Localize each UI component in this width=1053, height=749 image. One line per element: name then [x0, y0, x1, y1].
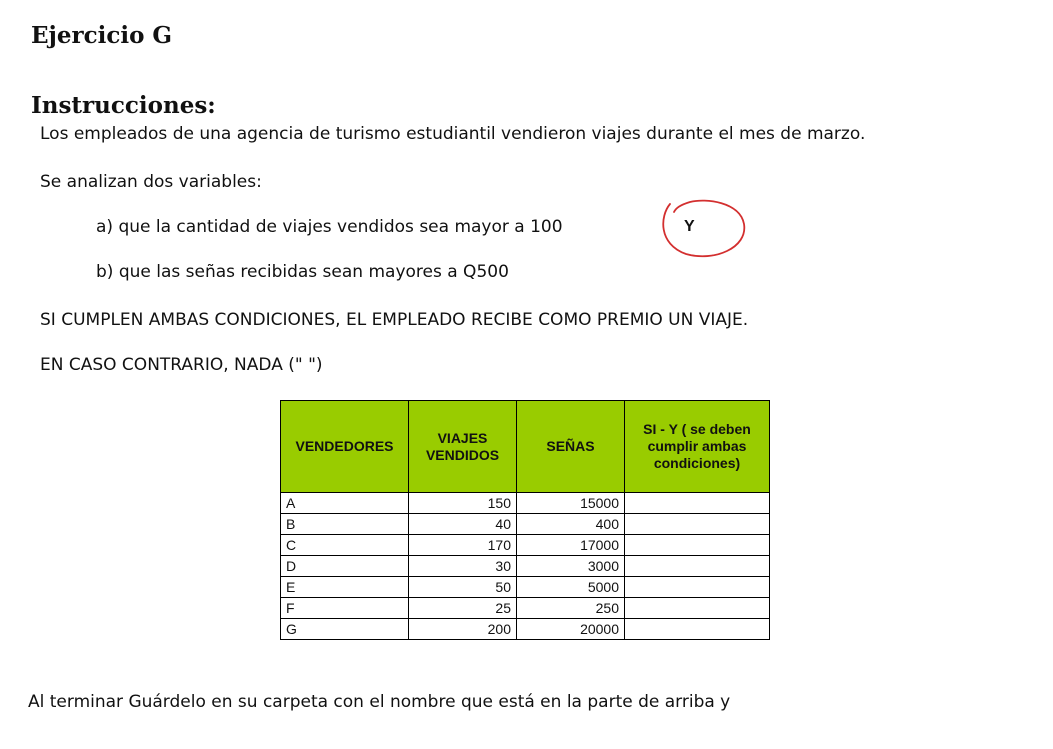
cell-viajes: 40 [409, 514, 517, 535]
cell-viajes: 200 [409, 619, 517, 640]
header-condicion: SI - Y ( se deben cumplir ambas condiciones) [625, 401, 770, 493]
paragraph-rule: SI CUMPLEN AMBAS CONDICIONES, EL EMPLEADO RECIBE COMO PREMIO UN VIAJE. [40, 310, 749, 330]
table-row [281, 535, 770, 556]
cell-senas: 17000 [517, 535, 625, 556]
table-header-row [281, 401, 770, 493]
cell-senas: 250 [517, 598, 625, 619]
table-row [281, 577, 770, 598]
paragraph-variables: Se analizan dos variables: [40, 172, 262, 192]
paragraph-else: EN CASO CONTRARIO, NADA (" ") [40, 355, 323, 375]
and-marker: Y [684, 218, 695, 235]
cell-resultado[interactable] [625, 577, 770, 598]
instructions-heading: Instrucciones: [31, 92, 216, 119]
cell-resultado[interactable] [625, 493, 770, 514]
cell-vendedor: C [281, 535, 409, 556]
paragraph-intro: Los empleados de una agencia de turismo estudiantil vendieron viajes durante el mes de marzo. [40, 124, 866, 144]
header-vendedores: VENDEDORES [281, 401, 409, 493]
cell-viajes: 25 [409, 598, 517, 619]
cell-vendedor: A [281, 493, 409, 514]
cell-viajes: 150 [409, 493, 517, 514]
cell-vendedor: D [281, 556, 409, 577]
cell-resultado[interactable] [625, 556, 770, 577]
cell-senas: 400 [517, 514, 625, 535]
footer-instruction: Al terminar Guárdelo en su carpeta con el nombre que está en la parte de arriba y [28, 692, 731, 712]
table-row [281, 556, 770, 577]
cell-vendedor: E [281, 577, 409, 598]
cell-vendedor: B [281, 514, 409, 535]
table-row [281, 514, 770, 535]
table-row [281, 619, 770, 640]
cell-viajes: 170 [409, 535, 517, 556]
cell-resultado[interactable] [625, 619, 770, 640]
hand-drawn-circle-icon [656, 196, 752, 262]
cell-vendedor: F [281, 598, 409, 619]
cell-senas: 15000 [517, 493, 625, 514]
cell-resultado[interactable] [625, 598, 770, 619]
condition-a: a) que la cantidad de viajes vendidos sea mayor a 100 [96, 217, 563, 237]
cell-resultado[interactable] [625, 514, 770, 535]
sales-table [280, 400, 770, 640]
condition-b: b) que las señas recibidas sean mayores a Q500 [96, 262, 509, 282]
cell-senas: 3000 [517, 556, 625, 577]
cell-senas: 20000 [517, 619, 625, 640]
cell-viajes: 30 [409, 556, 517, 577]
exercise-title: Ejercicio G [31, 22, 173, 49]
cell-viajes: 50 [409, 577, 517, 598]
table-row [281, 598, 770, 619]
header-senas: SEÑAS [517, 401, 625, 493]
cell-senas: 5000 [517, 577, 625, 598]
header-viajes-vendidos: VIAJES VENDIDOS [409, 401, 517, 493]
cell-resultado[interactable] [625, 535, 770, 556]
table-row [281, 493, 770, 514]
cell-vendedor: G [281, 619, 409, 640]
